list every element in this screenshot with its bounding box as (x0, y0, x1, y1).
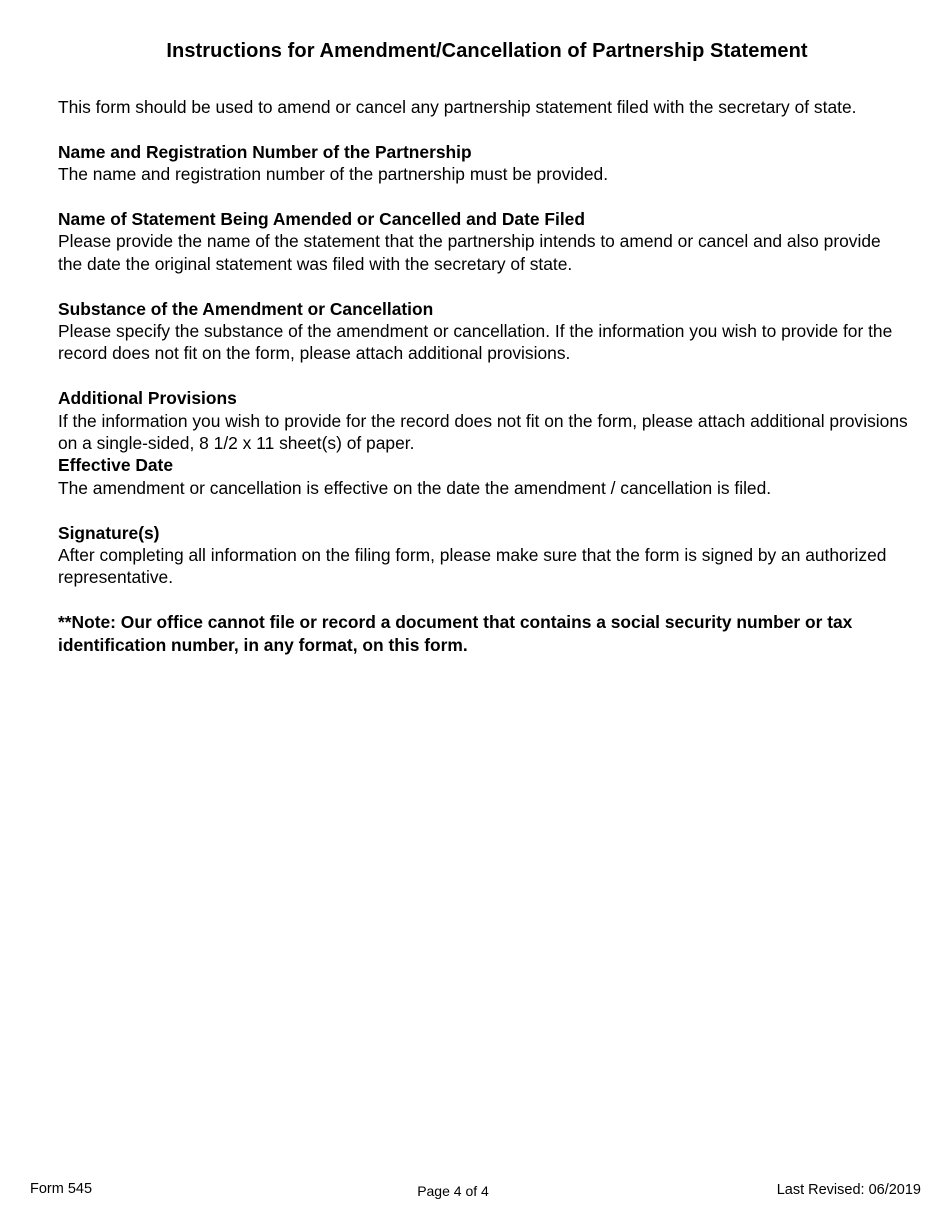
spacer (58, 589, 908, 611)
spacer (58, 275, 908, 297)
footer-form-number: Form 545 (30, 1181, 93, 1197)
section-body-additional-provisions: If the information you wish to provide for the record does not fit on the form, please attach additional provisions on a single-sided, 8 1/2 x 11 sheet(s) of paper. (58, 410, 908, 454)
document-title: Instructions for Amendment/Cancellation of Partnership Statement (166, 40, 808, 62)
intro-paragraph: This form should be used to amend or cancel any partnership statement filed with the secretary of state. (58, 97, 857, 117)
spacer (58, 499, 908, 521)
spacer (58, 186, 908, 208)
section-heading-additional-provisions: Additional Provisions (58, 388, 237, 409)
section-heading-statement-amended: Name of Statement Being Amended or Cancelled and Date Filed (58, 209, 585, 229)
section-body-signatures: After completing all information on the filing form, please make sure that the form is signed by an authorized representative. (58, 545, 887, 588)
spacer (58, 118, 908, 140)
footer-last-revised: Last Revised: 06/2019 (776, 1182, 921, 1198)
instructions-body (58, 96, 908, 656)
section-heading-substance: Substance of the Amendment or Cancellation (58, 298, 434, 319)
section-heading-name-registration: Name and Registration Number of the Partnership (58, 141, 472, 162)
section-body-effective-date: The amendment or cancellation is effective on the date the amendment / cancellation is filed. (58, 477, 772, 498)
section-body-name-registration: The name and registration number of the partnership must be provided. (58, 164, 609, 185)
ssn-warning-note: **Note: Our office cannot file or record a document that contains a social security number or tax identification number, in any format, on this form. (58, 612, 853, 655)
section-heading-effective-date: Effective Date (58, 455, 174, 476)
section-heading-signatures: Signature(s) (58, 522, 160, 543)
footer-page-number: Page 4 of 4 (417, 1183, 489, 1199)
spacer (58, 365, 908, 387)
section-body-substance: Please specify the substance of the amendment or cancellation. If the information you wish to provide for the record does not fit on the form, please attach additional provisions. (58, 321, 893, 364)
section-body-statement-amended: Please provide the name of the statement that the partnership intends to amend or cancel and also provide the date the original statement was filed with the secretary of state. (58, 231, 881, 274)
